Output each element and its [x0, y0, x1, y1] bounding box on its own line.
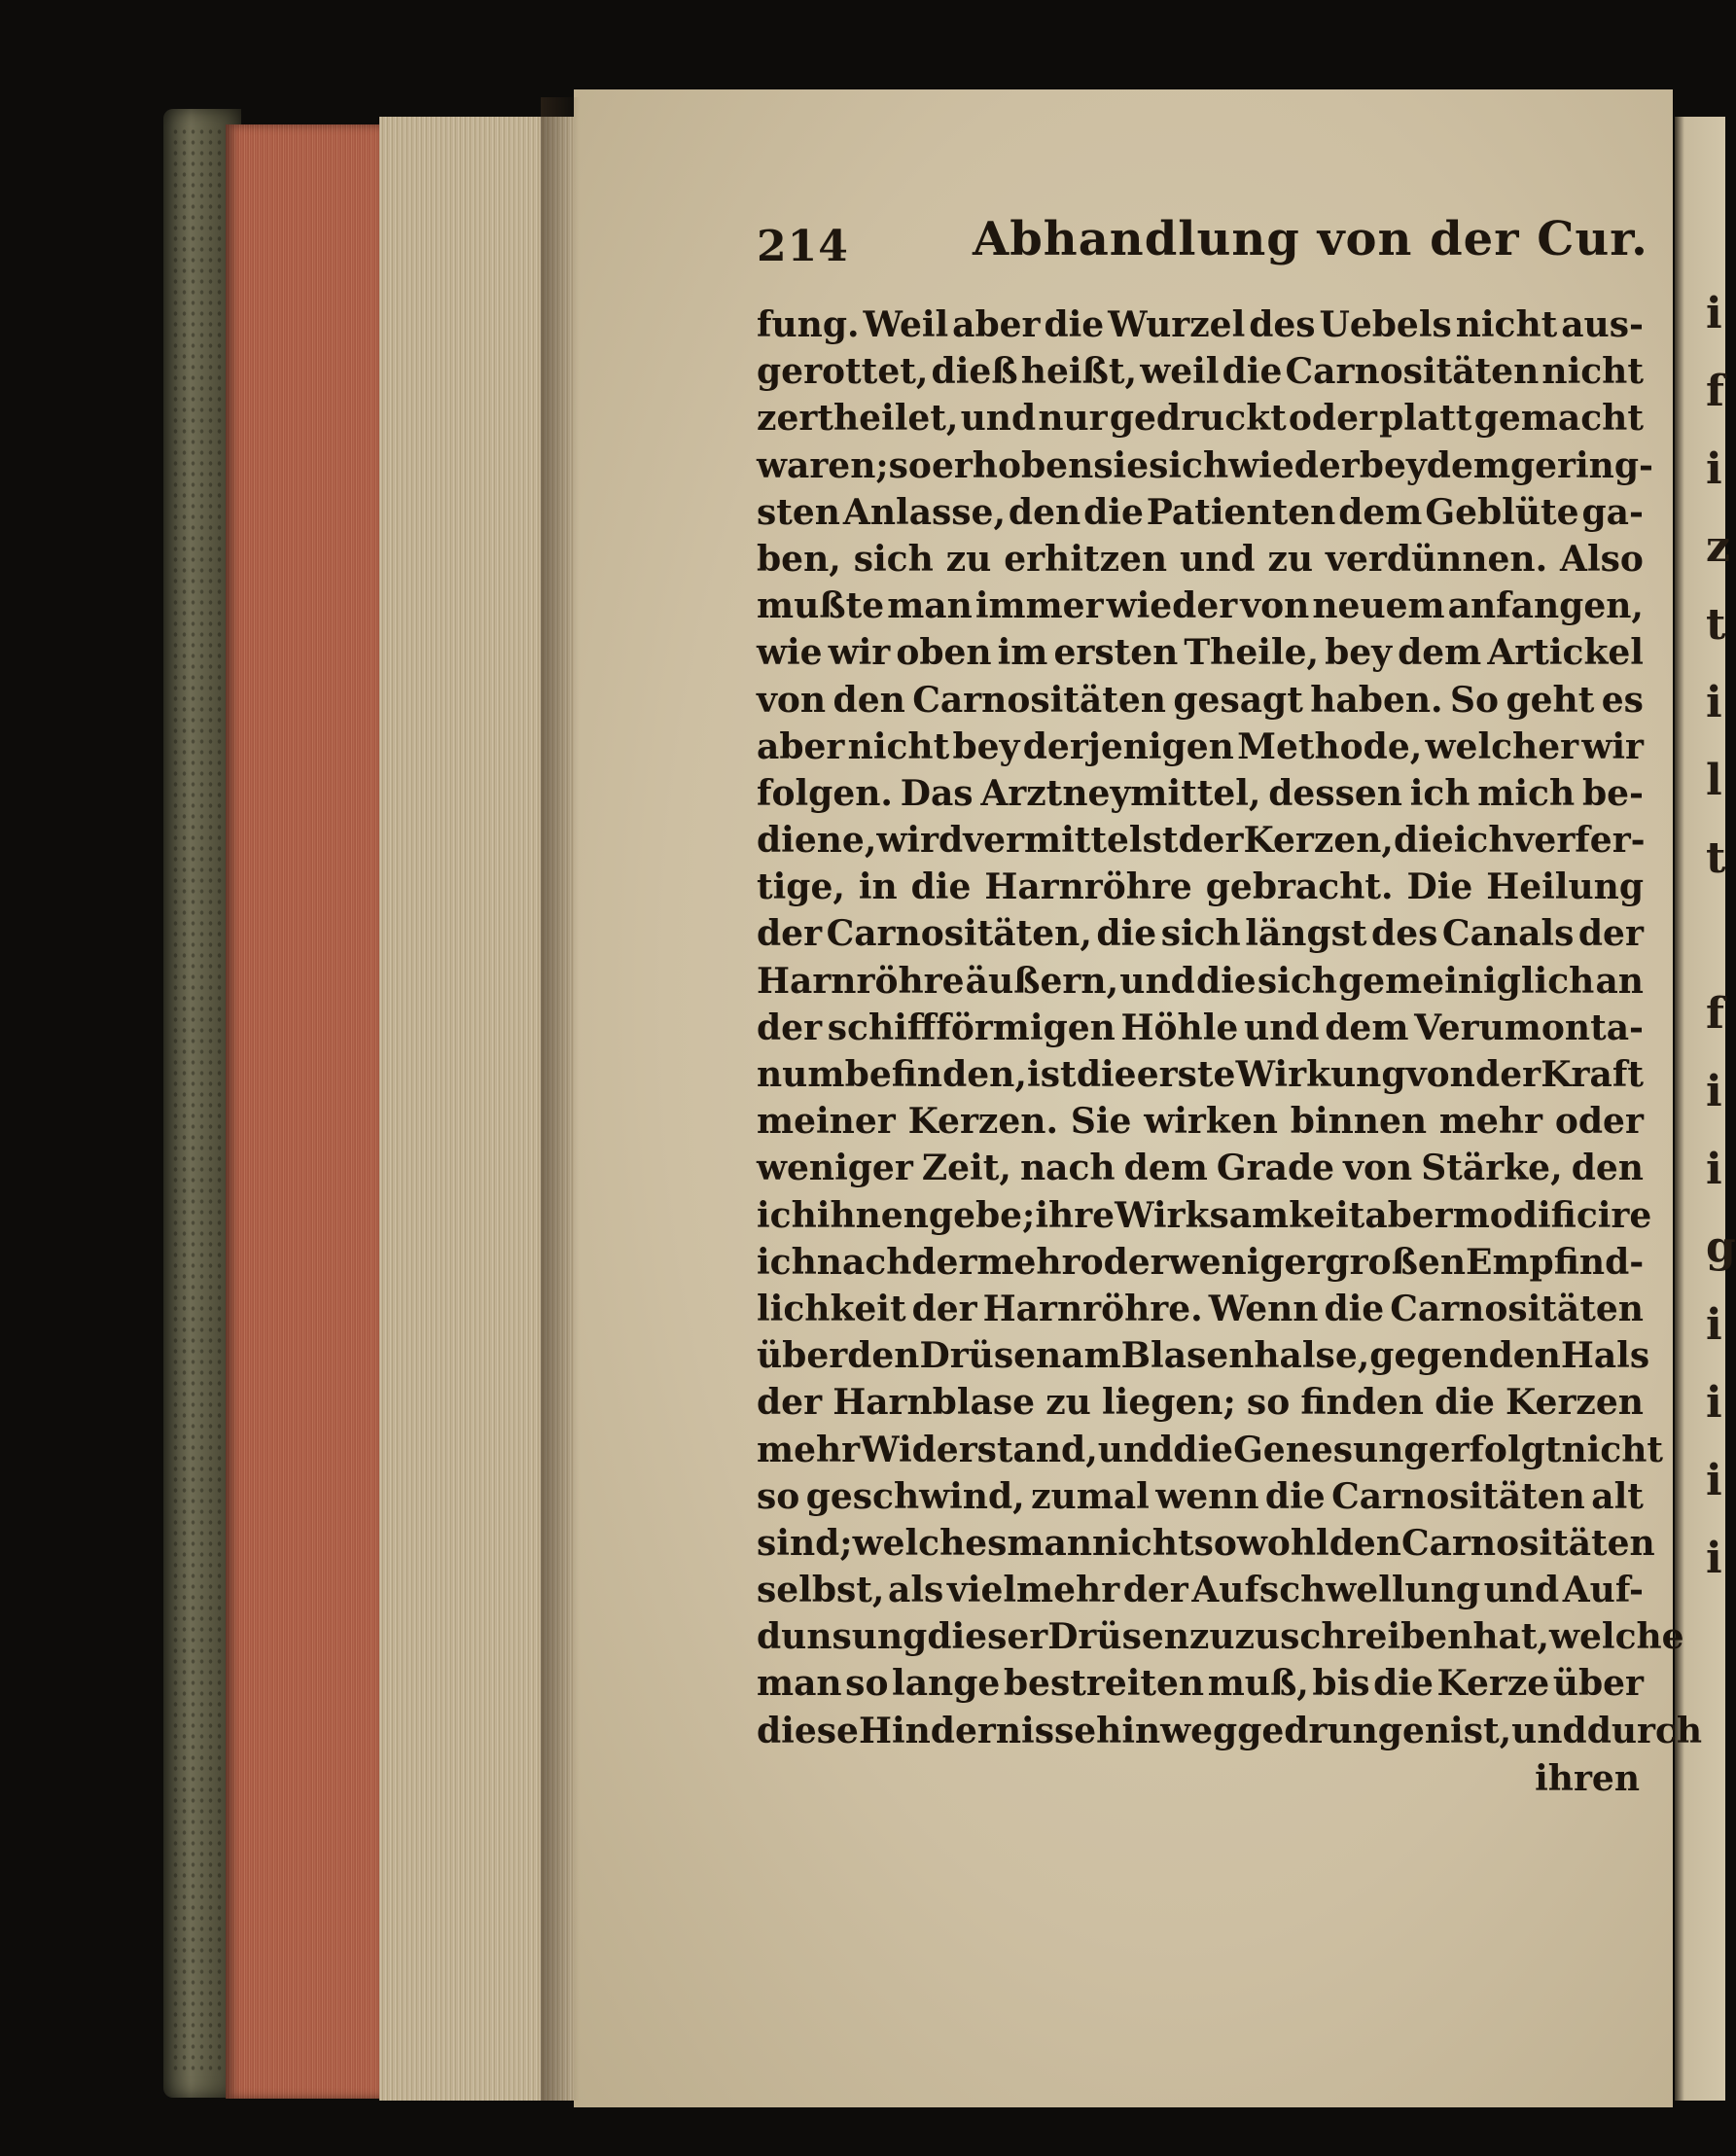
- adjacent-page-letter: l: [1706, 756, 1722, 805]
- adjacent-page-letter: f: [1706, 367, 1724, 416]
- text-line: num befinden, ist die erste Wirkung von der Kraft: [757, 1054, 1644, 1095]
- text-line: der Harnblase zu liegen; so finden die Kerzen: [757, 1382, 1644, 1424]
- text-line: so geschwind, zumal wenn die Carnositäten alt: [757, 1475, 1644, 1517]
- adjacent-page-letter: i: [1706, 1456, 1722, 1505]
- page-number: 214: [757, 222, 849, 271]
- adjacent-page-letter: i: [1706, 1534, 1722, 1583]
- text-line: von den Carnositäten gesagt haben. So geht es: [757, 679, 1644, 721]
- text-line: sind; welches man nicht sowohl den Carnositäten: [757, 1522, 1655, 1564]
- text-line: zertheilet, und nur gedruckt oder platt gemacht: [757, 398, 1644, 440]
- text-line: tige, in die Harnröhre gebracht. Die Heilung: [757, 866, 1644, 908]
- adjacent-page-letter: f: [1706, 989, 1724, 1039]
- text-line: sten Anlasse, den die Patienten dem Geblüte ga-: [757, 491, 1644, 533]
- text-line: über den Drüsen am Blasenhalse, gegen den Hals: [757, 1335, 1650, 1377]
- adjacent-page-letter: [1706, 914, 1725, 992]
- running-head: Abhandlung von der Cur.: [973, 212, 1648, 266]
- text-line: ich nach der mehr oder weniger großen Empfind-: [757, 1241, 1645, 1283]
- adjacent-page-letter: i: [1706, 289, 1722, 338]
- text-line: meiner Kerzen. Sie wirken binnen mehr oder: [757, 1101, 1644, 1143]
- adjacent-page-letter: i: [1706, 444, 1722, 494]
- page-gutter-shadow: [541, 97, 580, 2101]
- text-line: fung. Weil aber die Wurzel des Uebels nicht aus-: [757, 304, 1644, 345]
- adjacent-page-letter: i: [1706, 678, 1722, 727]
- text-line: mußte man immer wieder von neuem anfangen,: [757, 585, 1644, 627]
- text-line: diene, wird vermittelst der Kerzen, die ich verfer-: [757, 820, 1646, 862]
- text-line: ich ihnen gebe; ihre Wirksamkeit aber modificire: [757, 1194, 1652, 1236]
- page-fore-edge: [226, 124, 379, 2099]
- adjacent-page-text-fragments: [1706, 289, 1736, 1653]
- cover-marbling: [171, 126, 233, 2071]
- body-text: [757, 301, 1703, 1803]
- adjacent-page-letter: i: [1706, 1067, 1722, 1116]
- text-line: mehr Widerstand, und die Genesung erfolgt nicht: [757, 1429, 1664, 1470]
- text-line: waren; so erhoben sie sich wieder bey dem gering-: [757, 444, 1653, 486]
- text-line: selbst, als vielmehr der Aufschwellung und Auf-: [757, 1570, 1644, 1611]
- text-line: der Carnositäten, die sich längst des Canals der: [757, 913, 1644, 955]
- text-line: aber nicht bey derjenigen Methode, welcher wir: [757, 725, 1644, 767]
- text-line: ben, sich zu erhitzen und zu verdünnen. Also: [757, 538, 1644, 580]
- catchword: ihren: [1535, 1757, 1640, 1799]
- adjacent-page-letter: t: [1706, 833, 1726, 883]
- text-line: lichkeit der Harnröhre. Wenn die Carnositäten: [757, 1288, 1644, 1329]
- adjacent-page-letter: i: [1706, 1145, 1722, 1194]
- text-line: der schiffförmigen Höhle und dem Verumonta-: [757, 1007, 1644, 1048]
- adjacent-page-letter: i: [1706, 1378, 1722, 1428]
- adjacent-page-letter: i: [1706, 1300, 1722, 1350]
- text-line: Harnröhre äußern, und die sich gemeiniglich an: [757, 960, 1644, 1002]
- adjacent-page-letter: t: [1706, 600, 1726, 650]
- adjacent-page-letter: g: [1706, 1222, 1736, 1272]
- text-line: gerottet, dieß heißt, weil die Carnositäten nicht: [757, 351, 1644, 393]
- text-line: weniger Zeit, nach dem Grade von Stärke, den: [757, 1148, 1644, 1189]
- text-line: diese Hindernisse hinweg gedrungen ist, und durch: [757, 1710, 1703, 1751]
- text-line: wie wir oben im ersten Theile, bey dem Artickel: [757, 632, 1644, 674]
- text-line: folgen. Das Arztneymittel, dessen ich mich be-: [757, 772, 1644, 814]
- text-line: dunsung dieser Drüsen zuzuschreiben hat, welche: [757, 1616, 1684, 1658]
- adjacent-page-letter: z: [1706, 522, 1730, 572]
- text-line: man so lange bestreiten muß, bis die Kerze über: [757, 1663, 1644, 1705]
